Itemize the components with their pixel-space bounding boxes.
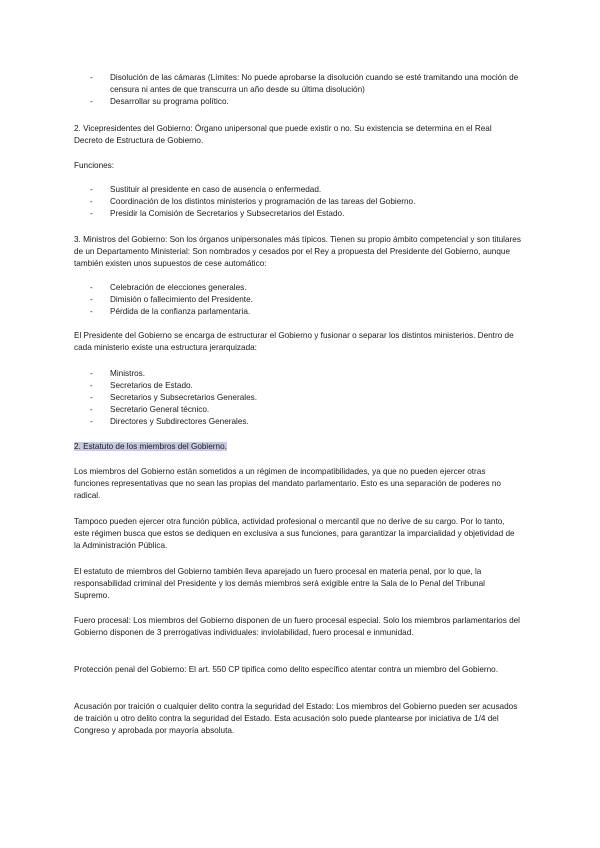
paragraph-funcion-publica: Tampoco pueden ejercer otra función pública, actividad profesional o mercantil que no derive de su cargo. Por lo tanto, este régimen busca que estos se dediquen en exclusiva a sus funciones, para garantizar la imparcialidad y objetividad de la Administración Pública. xyxy=(74,517,515,550)
section-heading-text: 2. Estatuto de los miembros del Gobierno. xyxy=(74,442,227,451)
list-cese xyxy=(74,282,522,318)
paragraph-fuero-procesal: Fuero procesal: Los miembros del Gobierno disponen de un fuero procesal especial. Solo los miembros parlamentarios del Gobierno disponen de 3 prerrogativas individuales: inviolabilidad, fuero procesal e inmunidad. xyxy=(74,616,520,637)
list-item: - Coordinación de los distintos ministerios y programación de las tareas del Gobierno. xyxy=(74,196,522,208)
list-item: - Desarrollar su programa político. xyxy=(74,96,522,108)
section-heading xyxy=(74,441,522,453)
label-funciones: Funciones: xyxy=(74,161,115,170)
list-item: - Secretario General técnico. xyxy=(74,404,522,416)
paragraph-vicepresidentes: 2. Vicepresidentes del Gobierno: Órgano unipersonal que puede existir o no. Su existencia se determina en el Real Decreto de Estructura de Gobierno. xyxy=(74,124,492,145)
list-item: - Pérdida de la confianza parlamentaria. xyxy=(74,306,522,318)
list-item: - Secretarios de Estado. xyxy=(74,380,522,392)
list-item: - Ministros. xyxy=(74,368,522,380)
list-item: - Presidir la Comisión de Secretarios y Subsecretarios del Estado. xyxy=(74,208,522,220)
paragraph-incompatibilidades: Los miembros del Gobierno están sometidos a un régimen de incompatibilidades, ya que no pueden ejercer otras funciones representativas que no sean las propias del mandato parlamentario. Esto es una separación de poderes no radical. xyxy=(74,467,501,500)
list-jerarquia xyxy=(74,368,522,428)
list-item: - Directores y Subdirectores Generales. xyxy=(74,416,522,428)
list-item: - Celebración de elecciones generales. xyxy=(74,282,522,294)
list-item: - Secretarios y Subsecretarios Generales. xyxy=(74,392,522,404)
list-item: - Dimisión o fallecimiento del Presidente. xyxy=(74,294,522,306)
list-disolucion xyxy=(74,72,522,108)
paragraph-proteccion-penal: Protección penal del Gobierno: El art. 550 CP tipifica como delito específico atentar contra un miembro del Gobierno. xyxy=(74,665,499,674)
list-funciones xyxy=(74,184,522,220)
paragraph-estatuto: El estatuto de miembros del Gobierno también lleva aparejado un fuero procesal en materia penal, por lo que, la responsabilidad criminal del Presidente y los demás miembros será exigible entre la Sala de lo Penal del Tribunal Supremo. xyxy=(74,567,485,600)
list-item: - Disolución de las cámaras (Límites: No puede aprobarse la disolución cuando se esté tramitando una moción de censura ni antes de que transcurra un año desde su última disolución) xyxy=(74,72,522,96)
paragraph-acusacion: Acusación por traición o cualquier delito contra la seguridad del Estado: Los miembros del Gobierno pueden ser acusados de traición u otro delito contra la seguridad del Estado. Esta acusación solo puede plantearse por iniciativa de 1/4 del Congreso y aprobada por mayoría absoluta. xyxy=(74,702,518,735)
list-item: - Sustituir al presidente en caso de ausencia o enfermedad. xyxy=(74,184,522,196)
paragraph-ministros: 3. Ministros del Gobierno: Son los órganos unipersonales más típicos. Tienen su propio ámbito competencial y son titulares de un Departamento Ministerial: Son nombrados y cesados por el Rey a propuesta del Presidente del Gobierno, aunque también existen unos supuestos de cese automático: xyxy=(74,235,521,268)
paragraph-estructura: El Presidente del Gobierno se encarga de estructurar el Gobierno y fusionar o separar los distintos ministerios. Dentro de cada ministerio existe una estructura jerarquizada: xyxy=(74,331,514,352)
